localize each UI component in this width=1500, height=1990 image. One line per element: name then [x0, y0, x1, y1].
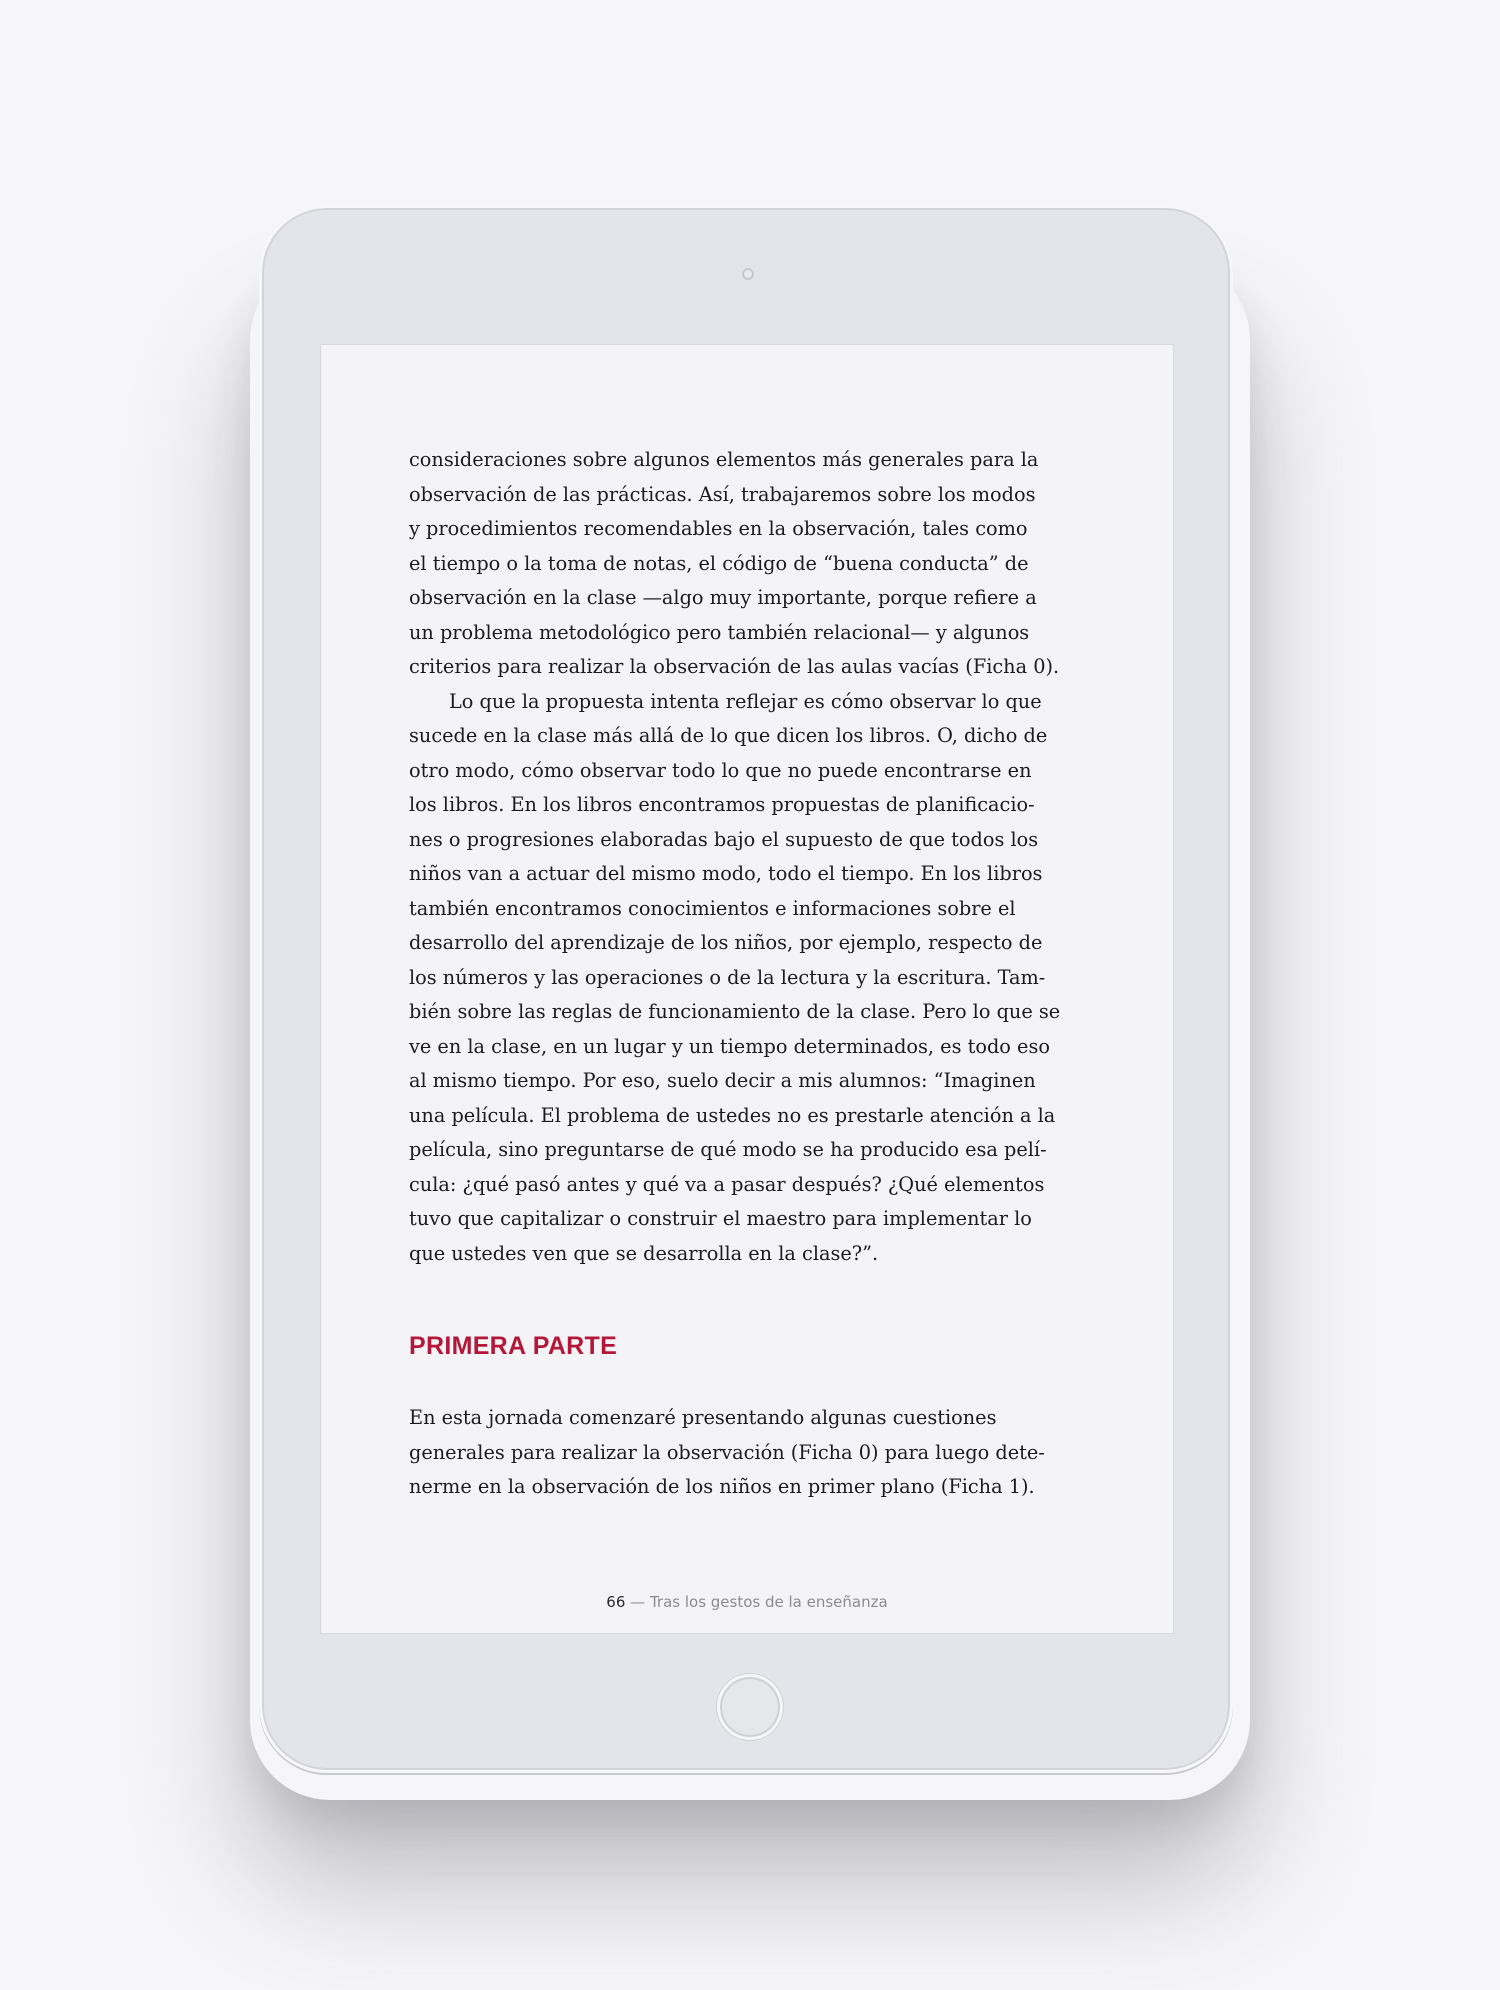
- footer-separator: —: [630, 1593, 646, 1611]
- text-line: tuvo que capitalizar o construir el maestro para implementar lo: [409, 1207, 1032, 1230]
- ebook-page[interactable]: [321, 345, 1173, 1633]
- paragraph-1: [409, 443, 1099, 685]
- text-line: criterios para realizar la observación de las aulas vacías (Ficha 0).: [409, 655, 1060, 678]
- page-number: 66: [606, 1593, 626, 1611]
- text-line: otro modo, cómo observar todo lo que no puede encontrarse en: [409, 758, 1032, 782]
- text-line: un problema metodológico pero también relacional— y algunos: [409, 620, 1030, 644]
- text-line: nerme en la observación de los niños en primer plano (Ficha 1).: [409, 1475, 1035, 1498]
- text-line: nes o progresiones elaboradas bajo el supuesto de que todos los: [409, 827, 1039, 851]
- text-line: observación de las prácticas. Así, trabajaremos sobre los modos: [409, 482, 1036, 506]
- book-title: Tras los gestos de la enseñanza: [649, 1593, 888, 1611]
- text-line: desarrollo del aprendizaje de los niños, por ejemplo, respecto de: [409, 931, 1043, 954]
- section-heading: PRIMERA PARTE: [409, 1332, 618, 1360]
- text-line: Lo que la propuesta intenta reflejar es cómo observar lo que: [449, 689, 1042, 713]
- text-line: sucede en la clase más allá de lo que dicen los libros. O, dicho de: [409, 724, 1048, 747]
- text-line: consideraciones sobre algunos elementos más generales para la: [409, 448, 1039, 471]
- text-line: el tiempo o la toma de notas, el código de “buena conducta” de: [409, 551, 1029, 575]
- text-line: una película. El problema de ustedes no es prestarle atención a la: [409, 1103, 1056, 1127]
- text-line: En esta jornada comenzaré presentando algunas cuestiones: [409, 1406, 997, 1429]
- text-line: cula: ¿qué pasó antes y qué va a pasar después? ¿Qué elementos: [409, 1172, 1045, 1196]
- text-line: ve en la clase, en un lugar y un tiempo determinados, es todo eso: [409, 1034, 1050, 1058]
- camera-icon: [742, 268, 754, 280]
- paragraph-2: [409, 685, 1099, 1272]
- page-footer: [321, 1593, 1173, 1611]
- home-button[interactable]: [717, 1674, 783, 1740]
- text-line: al mismo tiempo. Por eso, suelo decir a mis alumnos: “Imaginen: [409, 1069, 1036, 1092]
- text-line: bién sobre las reglas de funcionamiento de la clase. Pero lo que se: [409, 1000, 1061, 1023]
- text-line: que ustedes ven que se desarrolla en la clase?”.: [409, 1241, 879, 1265]
- tablet-device: [259, 205, 1233, 1773]
- text-line: los números y las operaciones o de la lectura y la escritura. Tam-: [409, 965, 1046, 989]
- text-line: y procedimientos recomendables en la observación, tales como: [409, 517, 1028, 540]
- text-line: los libros. En los libros encontramos propuestas de planificacio-: [409, 793, 1035, 816]
- page-content: [409, 443, 1099, 1505]
- text-line: también encontramos conocimientos e informaciones sobre el: [409, 896, 1016, 920]
- text-line: observación en la clase —algo muy importante, porque refiere a: [409, 586, 1037, 609]
- text-line: generales para realizar la observación (Ficha 0) para luego dete-: [409, 1440, 1045, 1464]
- text-line: película, sino preguntarse de qué modo se ha producido esa pelí-: [409, 1138, 1047, 1161]
- text-line: niños van a actuar del mismo modo, todo el tiempo. En los libros: [409, 862, 1043, 885]
- section-paragraph: [409, 1401, 1099, 1505]
